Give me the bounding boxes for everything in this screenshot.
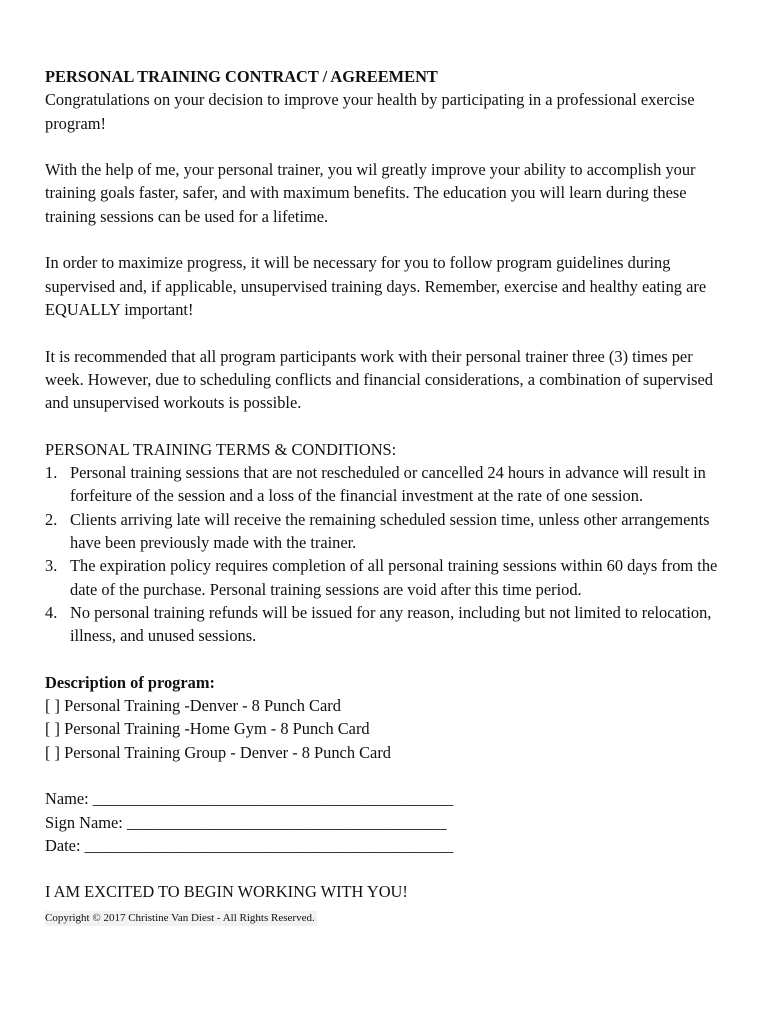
copyright-notice: Copyright © 2017 Christine Van Diest - All Rights Reserved.: [45, 911, 315, 924]
terms-item-text: Personal training sessions that are not rescheduled or cancelled 24 hours in advance will result in forfeiture of the session and a loss of the financial investment at the rate of one session.: [70, 463, 706, 506]
spacer: [45, 135, 735, 158]
sign-name-field[interactable]: Sign Name: _______________________________________: [45, 812, 447, 832]
terms-item: [45, 554, 735, 601]
terms-item-number: 1.: [45, 463, 58, 483]
body-paragraph-trainer-help: With the help of me, your personal trainer, you wil greatly improve your ability to accomplish your training goals faster, safer, and with maximum benefits. The education you will learn during these training sessions can be used for a lifetime.: [45, 160, 696, 226]
spacer: [45, 228, 735, 251]
terms-item: [45, 461, 735, 508]
program-option-home-gym[interactable]: [ ] Personal Training -Home Gym - 8 Punch Card: [45, 719, 370, 739]
spacer: [45, 764, 735, 787]
terms-item-text: Clients arriving late will receive the remaining scheduled session time, unless other arrangements have been previously made with the trainer.: [70, 509, 710, 552]
intro-paragraph: Congratulations on your decision to improve your health by participating in a professional exercise program!: [45, 90, 695, 133]
document-title: PERSONAL TRAINING CONTRACT / AGREEMENT: [45, 67, 438, 86]
spacer: [45, 414, 735, 437]
program-option-denver[interactable]: [ ] Personal Training -Denver - 8 Punch Card: [45, 696, 341, 716]
terms-item: [45, 601, 735, 648]
spacer: [45, 321, 735, 344]
spacer: [45, 857, 735, 880]
program-description-heading: Description of program:: [45, 672, 215, 692]
spacer: [45, 647, 735, 670]
name-field[interactable]: Name: ____________________________________________: [45, 789, 454, 809]
closing-statement: I AM EXCITED TO BEGIN WORKING WITH YOU!: [45, 882, 408, 902]
terms-item-number: 3.: [45, 556, 58, 576]
body-paragraph-progress: In order to maximize progress, it will be necessary for you to follow program guidelines during supervised and, if applicable, unsupervised training days. Remember, exercise and healthy eating are EQUALLY important!: [45, 253, 707, 319]
program-option-group-denver[interactable]: [ ] Personal Training Group - Denver - 8 Punch Card: [45, 742, 391, 762]
terms-item-text: The expiration policy requires completion of all personal training sessions within 60 days from the date of the purchase. Personal training sessions are void after this time period.: [70, 556, 718, 599]
terms-item-number: 2.: [45, 509, 58, 529]
terms-heading: PERSONAL TRAINING TERMS & CONDITIONS:: [45, 439, 397, 459]
terms-item-number: 4.: [45, 602, 58, 622]
terms-list: [45, 461, 735, 647]
date-field[interactable]: Date: _____________________________________________: [45, 835, 454, 855]
contract-document: [45, 65, 735, 927]
terms-item: [45, 508, 735, 555]
body-paragraph-recommendation: It is recommended that all program participants work with their personal trainer three (3) times per week. However, due to scheduling conflicts and financial considerations, a combination of supervised and unsupervised workouts is possible.: [45, 346, 713, 413]
terms-item-text: No personal training refunds will be issued for any reason, including but not limited to relocation, illness, and unused sessions.: [70, 602, 712, 646]
